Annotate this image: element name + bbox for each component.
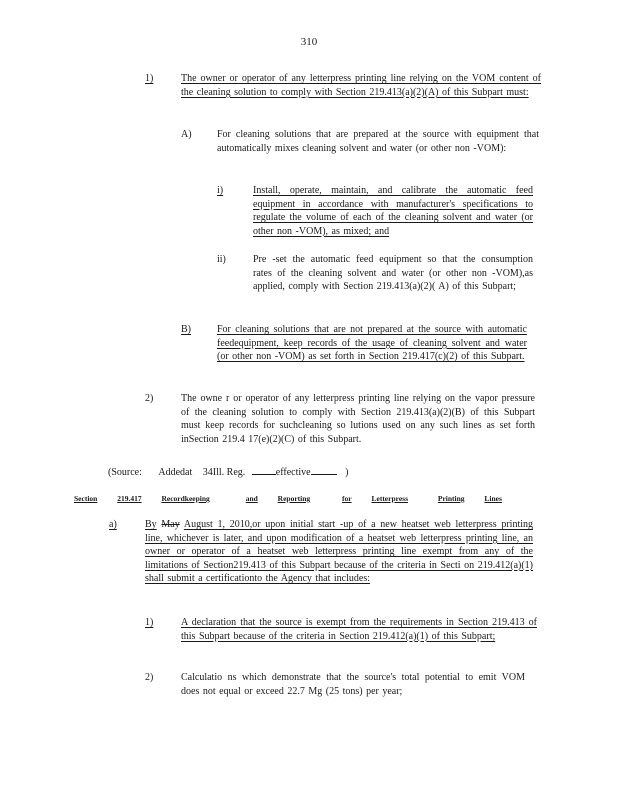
item-2-text: The owne r or operator of any letterpress printing line relying on the vapor pressure of the cleaning solution to comply with Section 219.413(a)(2)(B) of this Subpart must keep records for suchcleaning so lutions used on any such lines as set forth inSection 219.4 17(e)(2)(C) of this Subpart. [181, 393, 535, 445]
page-number: 310 [300, 36, 318, 48]
item-1a-text: For cleaning solutions that are prepared at the source with equipment that automatically mixes cleaning solvent and water (or other non -VOM): [217, 129, 539, 154]
item-1ai-label: i) [217, 185, 224, 196]
item-a-struck-word: May [161, 519, 180, 530]
item-1aii-text: Pre -set the automatic feed equipment so that the consumption rates of the cleaning solvent and water (or other non -VOM),as applied, comply with Section 219.413(a)(2)( A) of this Subpart; [253, 254, 533, 292]
item-1aii-label: ii) [217, 254, 226, 265]
item-a-by: By [145, 519, 157, 530]
item-1-label: 1) [145, 73, 154, 84]
item-1-text: The owner or operator of any letterpress printing line relying on the VOM content of the cleaning solution to comply with Section 219.413(a)(2)(A) of this Subpart must: [181, 73, 541, 98]
source-added: Addedat [158, 467, 193, 478]
section-label: Section [74, 494, 98, 503]
section-word-7: Lines [484, 494, 502, 503]
section-number: 219.417 [117, 494, 142, 503]
section-word-6: Printing [437, 494, 465, 503]
section-word-2: and [245, 494, 258, 503]
item-1ai-text: Install, operate, maintain, and calibrate the automatic feed equipment in accordance with manufacturer's specifications to regulate the volume of each of the cleaning solvent and water (or other non -VOM), as mixed; and [253, 185, 533, 237]
source-blank-2 [311, 464, 337, 475]
item-a2-label: 2) [145, 672, 154, 683]
item-1b-text: For cleaning solutions that are not prepared at the source with automatic feedequipment, keep records of the usage of cleaning solvent and water (or other non -VOM) as set forth in Section 219.417(c)(2) of this Subpart. [217, 324, 527, 362]
item-a2-text: Calculatio ns which demonstrate that the source's total potential to emit VOM does not equal or exceed 22.7 Mg (25 tons) per year; [181, 672, 525, 697]
source-open: (Source: [108, 467, 142, 478]
item-1b-label: B) [181, 324, 191, 335]
section-word-5: Letterpress [371, 494, 408, 503]
item-a-text [145, 518, 533, 586]
source-blank-1 [252, 464, 276, 475]
section-word-3: Reporting [277, 494, 311, 503]
section-word-4: for [342, 494, 352, 503]
item-a-body: August 1, 2010,or upon initial start -up of a new heatset web letterpress printing line, whichever is later, and upon modification of a heatset web letterpress printing line, an owner or operator of a heatset web letterpress printing line exempt from any of the limitations of Section219.413 of this Subpart because of the criteria in Secti on 219.412(a)(1) shall submit a certificationto the Agency that includes: [145, 519, 534, 584]
item-a-label: a) [109, 519, 117, 530]
source-citation: 34Ill. Reg. [202, 467, 246, 478]
source-note [108, 464, 408, 479]
item-a1-label: 1) [145, 617, 154, 628]
item-2-label: 2) [145, 393, 154, 404]
item-a1-text: A declaration that the source is exempt from the requirements in Section 219.413 of this Subpart because of the criteria in Section 219.412(a)(1) of this Subpart; [181, 617, 537, 642]
item-1a-label: A) [181, 129, 192, 140]
section-heading [74, 494, 554, 504]
source-effective: effective [275, 467, 311, 478]
section-word-1: Recordkeeping [161, 494, 210, 503]
source-close: ) [345, 467, 349, 478]
